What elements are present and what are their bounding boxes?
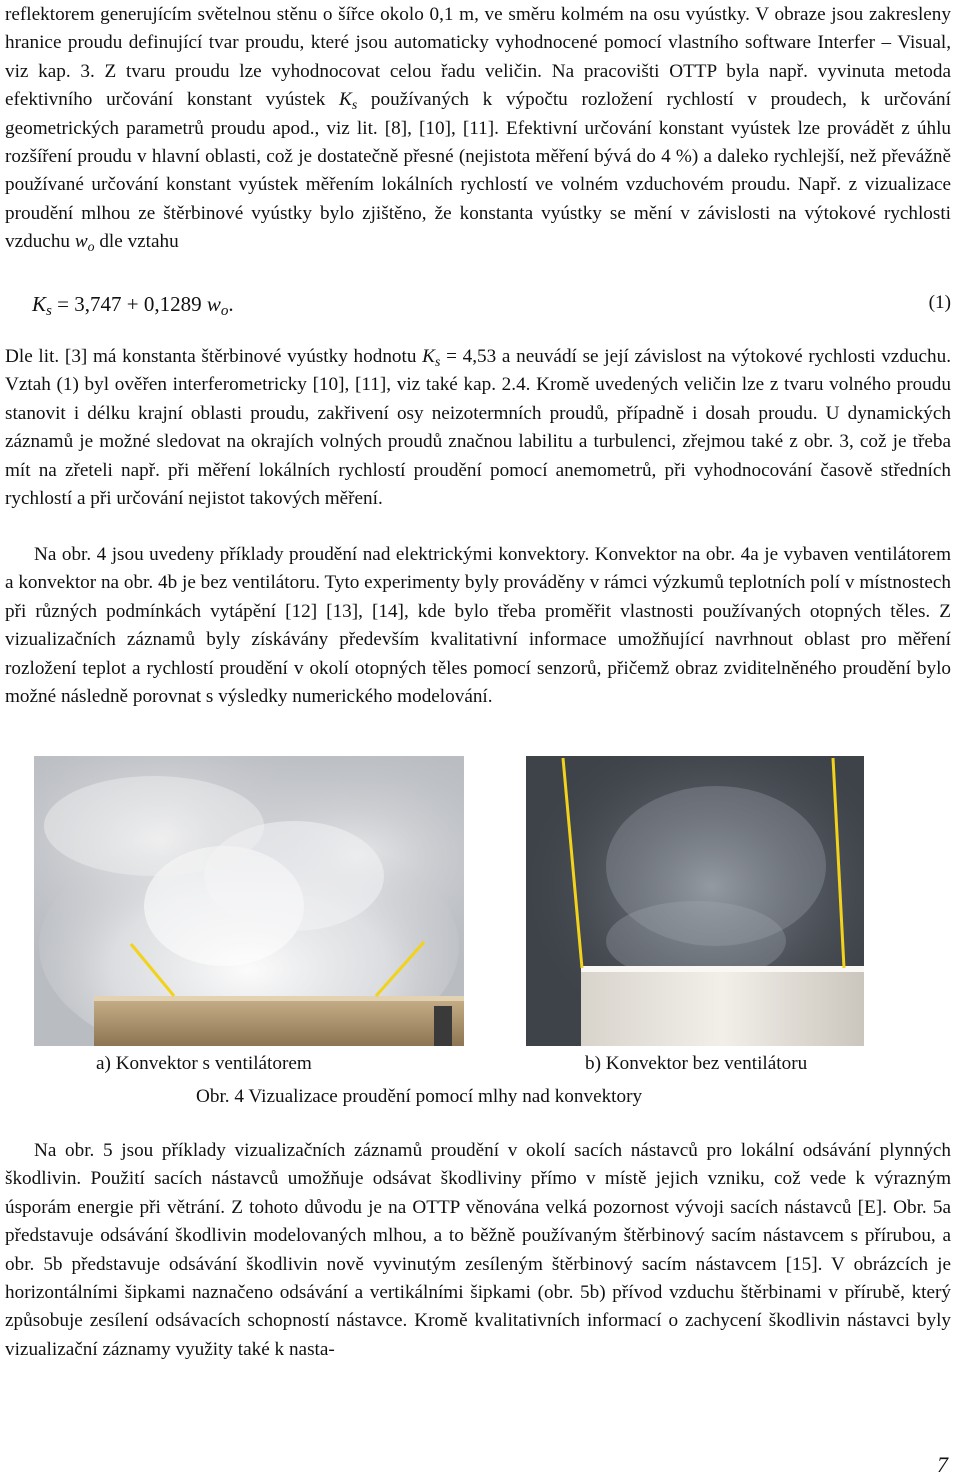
fog-photo-b [526,756,864,1046]
paragraph-4: Na obr. 5 jsou příklady vizualizačních záznamů proudění v okolí sacích nástavců pro lokální odsávání plynných škodlivin. Použití sacích nástavců umožňuje odsávat škodliviny přímo v místě jejich vzniku, což vede k výrazným úsporám energie při větrání. Z tohoto důvodu je na OTTP věnována velká pozornost vývoji sacích nástavců [E]. Obr. 5a představuje odsávání škodlivin modelovaných mlhou, a to běžně používaným štěrbinový sacím nástavcem s přírubou, a obr. 5b představuje odsávání škodlivin nově vyvinutým zesíleným štěrbinový sacím nástavcem [15]. V obrázcích je horizontálními šipkami naznačeno odsávání a vertikálními šipkami (obr. 5b) přívod vzduchu štěrbinami v přírubě, který způsobuje zesílení odsávacích schopností nástavce. Kromě kvalitativních informací o zachycení škodlivin nástavci byly vizualizační záznamy využity také k nasta- [5,1140,951,1360]
symbol-w: w [74,231,88,253]
equation-lhs: K [32,292,47,316]
symbol-k-subscript: s [351,97,358,113]
figure-4b-convector-without-fan-photo [526,756,864,1046]
paragraph-1-text-b: používaných k výpočtu rozložení rychlostí v proudech, k určování geometrických parametrů proudu apod., viz lit. [8], [10], [11]. Efektivní určování konstant vyústek lze provádět z úhlu rozšíření proudu v hlavní oblasti, což je dostatečně přesné (nejistota měření bývá do 4 %) a daleko rychlejší, než převážně používané určování konstant vyústek měřením lokálních rychlostí ve volném vzduchovém proudu. Např. z vizualizace proudění mlhou ze štěrbinové vyústky bylo zjištěno, že konstanta vyústky se mění v závislosti na výtokové rychlosti vzduchu [5,89,951,253]
paragraph-2-text-a: Dle lit. [3] má konstanta štěrbinové vyústky hodnotu [5,346,423,367]
equation-end: . [228,292,234,316]
paragraph-2 [5,343,951,513]
paragraph-2-text-b: = 4,53 a neuvádí se její závislost na výtokové rychlosti vzduchu. Vztah (1) byl ověřen interferometricky [10], [11], viz také kap. 2.4. Kromě uvedených veličin lze z tvaru volného proudu stanovit i délku krajní oblasti proudu, zakřivení osy neizotermních proudů, případně i dosah proudu. U dynamických záznamů je možné sledovat na okrajích volných proudů značnou labilitu a turbulenci, zřejmou také z obr. 3, což je třeba mít na zřeteli např. při měření lokálních rychlostí proudění pomocí anemometrů, při vyhodnocování časově středních rychlostí a při určování nejistot takových měření. [5,346,951,510]
figure-4-caption: Obr. 4 Vizualizace proudění pomocí mlhy nad konvektory [196,1086,643,1107]
equation-1 [32,286,951,326]
paragraph-1-text-c: dle vztahu [94,231,179,253]
equation-lhs-subscript: s [46,303,52,320]
paragraph-3: Na obr. 4 jsou uvedeny příklady proudění nad elektrickými konvektory. Konvektor na obr. 4a je vybaven ventilátorem a konvektor na obr. 4b je bez ventilátoru. Tyto experimenty byly prováděny v rámci výzkumů teplotních polí v místnostech při různých podmínkách vytápění [12] [13], [14], kde bylo třeba proměřit vlastnosti používaných otopných těles. Z vizualizačních záznamů byly získávány především kvalitativní informace umožňující navrhnout oblast pro měření rozložení teplot a rychlostí proudění v okolí otopných těles pomocí senzorů, přičemž obraz zviditelněného proudění bylo možné následně porovnat s výsledky numerického modelování. [5,544,951,708]
symbol-k: K [422,346,435,367]
symbol-w-subscript: o [87,239,95,255]
equation-variable: w [206,292,221,316]
figure-4a-caption: a) Konvektor s ventilátorem [96,1053,312,1074]
paragraph-1-text-a: reflektorem generujícím světelnou stěnu o šířce okolo 0,1 m, ve směru kolmém na osu vyústky. V obraze jsou zakresleny hranice proudu definující tvar proudu, které jsou automaticky vyhodnocené pomocí vlastního software Interfer – Visual, viz kap. 3. Z tvaru proudu lze vyhodnocovat celou řadu veličin. Na pracovišti OTTP byla např. vyvinuta metoda efektivního určování konstant vyústek [5,4,951,111]
figure-4a-convector-with-fan-photo [34,756,464,1046]
equation-number: (1) [928,292,951,313]
page-number: 7 [937,1452,948,1477]
fog-photo-a [34,756,464,1046]
paragraph-1 [5,1,951,257]
symbol-k-subscript: s [434,353,441,369]
figure-4b-caption: b) Konvektor bez ventilátoru [585,1053,808,1074]
equation-rhs: = 3,747 + 0,1289 [51,292,207,316]
equation-variable-subscript: o [220,303,229,320]
symbol-k: K [339,89,352,111]
equation-body [32,292,234,320]
